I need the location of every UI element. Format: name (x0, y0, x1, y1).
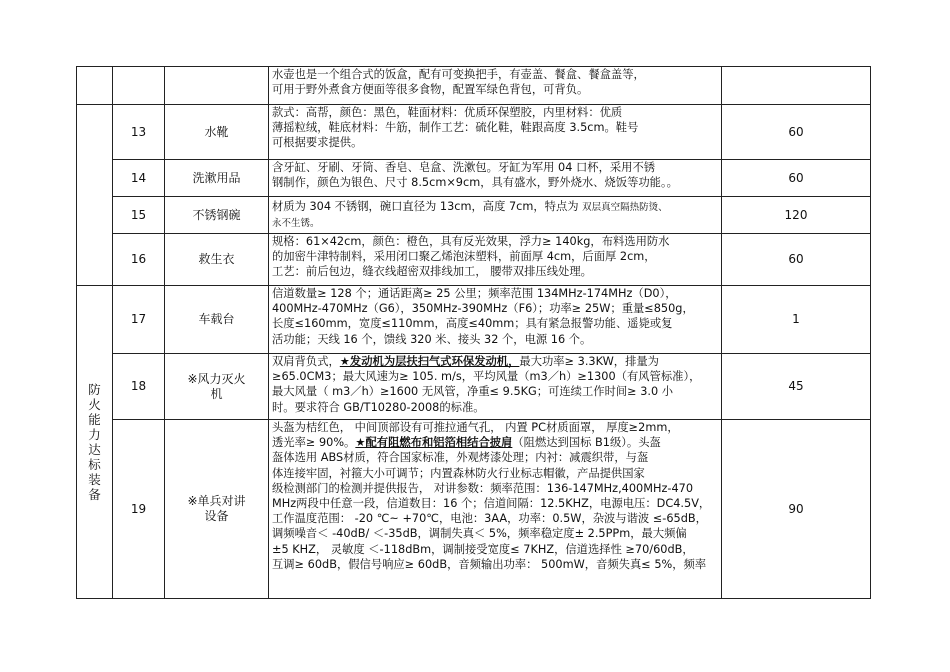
item-quantity: 45 (722, 354, 871, 420)
item-description: 水壶也是一个组合式的饭盒，配有可变换把手，有壶盖、餐盒、餐盒盖等， 可用于野外煮食方便面等很多食物，配置军绿色背包，可背负。 (269, 67, 722, 105)
item-description (269, 354, 722, 420)
table-row (77, 197, 871, 234)
category-char: 火 (88, 397, 101, 412)
item-name: ※单兵对讲 设备 (165, 420, 269, 599)
item-name: 水靴 (165, 105, 269, 160)
table-row (77, 67, 871, 105)
row-number: 15 (113, 197, 165, 234)
category-cell-empty (77, 67, 113, 105)
item-quantity: 120 (722, 197, 871, 234)
item-name: 车载台 (165, 286, 269, 354)
item-quantity: 60 (722, 234, 871, 286)
category-cell-empty (77, 105, 113, 286)
item-description: 规格：61×42cm，颜色：橙色，具有反光效果，浮力≥ 140kg，布料选用防水 的加密牛津特制料，采用闭口聚乙烯泡沫塑料，前面厚 4cm，后面厚 2cm， 工艺：前后包边，缝衣线超密双排线加工， 腰带双排压线处理。 (269, 234, 722, 286)
category-char: 标 (88, 457, 101, 472)
item-name: 洗漱用品 (165, 160, 269, 197)
item-name: 救生衣 (165, 234, 269, 286)
item-description: 信道数量≥ 128 个；通话距离≥ 25 公里；频率范围 134MHz-174MHz（D0）， 400MHz-470MHz（G6），350MHz-390MHz（F6）；功率≥ 25W；重量≤850g， 长度≤160mm，宽度≤110mm，高度≤40mm；具有紧急报警功能、遥毙或复 活功能；天线 16 个，馈线 320 米、接头 32 个，电源 16 个。 (269, 286, 722, 354)
table-row (77, 286, 871, 354)
highlighted-requirement: ★发动机为层扶扫气式环保发动机， (339, 355, 520, 368)
item-name (165, 67, 269, 105)
item-quantity: 90 (722, 420, 871, 599)
category-char: 能 (88, 412, 101, 427)
table-row (77, 420, 871, 599)
item-quantity (722, 67, 871, 105)
item-description (269, 197, 722, 234)
item-quantity: 1 (722, 286, 871, 354)
row-number (113, 67, 165, 105)
description-small-text: 永不生锈。 (272, 218, 320, 229)
item-description (269, 420, 722, 599)
table-row (77, 160, 871, 197)
row-number: 13 (113, 105, 165, 160)
category-char: 备 (88, 487, 101, 502)
row-number: 19 (113, 420, 165, 599)
row-number: 17 (113, 286, 165, 354)
table-row (77, 234, 871, 286)
category-char: 力 (88, 427, 101, 442)
item-quantity: 60 (722, 160, 871, 197)
item-name: 不锈钢碗 (165, 197, 269, 234)
row-number: 14 (113, 160, 165, 197)
row-number: 16 (113, 234, 165, 286)
row-number: 18 (113, 354, 165, 420)
item-description: 含牙缸、牙刷、牙筒、香皂、皂盒、洗漱包。牙缸为军用 04 口杯，采用不锈 钢制作，颜色为银色、尺寸 8.5cm×9cm，具有盛水，野外烧水、烧饭等功能。。 (269, 160, 722, 197)
highlighted-requirement: ★配有阻燃布和铝箔相结合披肩 (355, 436, 513, 450)
description-small-text: 双层真空隔热防烫、 (582, 201, 668, 213)
description-text: 最大功率≥ 3.3KW，排量为 ≥65.0CM3；最大风速为≥ 105. m/s，平均风量（m3／h）≥1300（有风管标准）， 最大风量（ m3／h）≥1600 无风管，净重≤ 9.5KG；可连续工作时间≥ 3.0 小 时。要求符合 GB/T10280-2008的标准。 (272, 355, 701, 414)
equipment-spec-table (76, 66, 871, 599)
item-name: ※风力灭火 机 (165, 354, 269, 420)
category-char: 装 (88, 472, 101, 487)
table-row (77, 354, 871, 420)
item-description: 款式：高帮，颜色：黑色，鞋面材料：优质环保塑胶，内里材料：优质 薄摇粒绒，鞋底材料：牛筋，制作工艺：硫化鞋，鞋跟高度 3.5cm。鞋号 可根据要求提供。 (269, 105, 722, 160)
table-row (77, 105, 871, 160)
description-text: 双肩背负式， (272, 355, 340, 368)
category-char: 防 (88, 382, 101, 397)
description-text: 头盔为桔红色， 中间顶部设有可推拉通气孔， 内置 PC材质面罩， 厚度≥2mm， 透光率≥ 90%。 (272, 421, 679, 450)
item-quantity: 60 (722, 105, 871, 160)
category-char: 达 (88, 442, 101, 457)
description-text: （阻燃达到国标 B1级）。头盔 盔体选用 ABS材质，符合国家标准，外观烤漆处理；内衬：减震织带，与盔 体连接牢固，衬箍大小可调节；内置森林防火行业标志帽徽，产品提供国家 级检测部门的检测并提供报告， 对讲参数：频率范围：136-147MHz,400MHz-470 MHz两段中任意一段，信道数目：16 个；信道间隔：12.5KHZ，电源电压：DC4.5V， 工作温度范围： -20 ℃~ +70℃，电池：3AA，功率：0.5W，杂波与谐波 ≤-65dB， 调频噪音＜ -40dB/ ＜-35dB，调制失真＜ 5%，频率稳定度± 2.5PPm，最大频偏 ±5 KHZ， 灵敏度 ＜-118dBm，调制接受宽度≤ 7KHZ，信道选择性 ≥70/60dB， 互调≥ 60dB，假信号响应≥ 60dB，音频输出功率： 500mW，音频失真≤ 5%，频率 (272, 436, 711, 571)
category-label (77, 286, 113, 599)
description-text: 材质为 304 不锈钢，碗口直径为 13cm，高度 7cm，特点为 (272, 199, 583, 213)
